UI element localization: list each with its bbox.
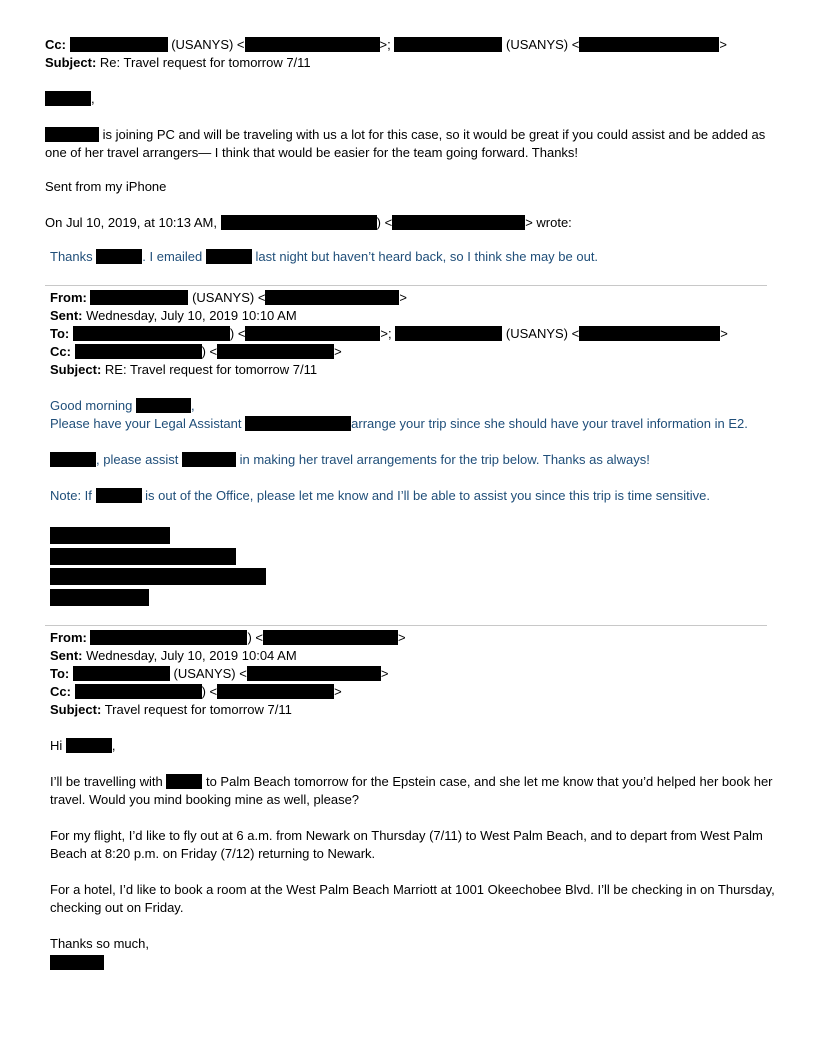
cc-separator: >;	[379, 37, 391, 52]
sent-from-line: Sent from my iPhone	[45, 179, 167, 194]
redaction	[50, 452, 96, 467]
thanks-word: Thanks	[50, 249, 93, 264]
subject-label: Subject:	[45, 55, 97, 70]
redaction	[217, 344, 334, 359]
redaction	[206, 249, 252, 264]
msg3-sent-line	[50, 647, 297, 665]
redaction	[245, 37, 380, 52]
cc-mid: ) <	[201, 344, 218, 359]
to-org: (USANYS) <	[505, 326, 580, 341]
from-end: >	[398, 630, 406, 645]
msg3-subject-line	[50, 701, 292, 719]
subject-text: Re: Travel request for tomorrow 7/11	[99, 55, 311, 70]
cc-label: Cc:	[50, 344, 71, 359]
to-label: To:	[50, 666, 70, 681]
redaction	[392, 215, 525, 230]
msg3-closing: Thanks so much,	[50, 936, 149, 951]
quoted-rest: last night but haven’t heard back, so I think she may be out.	[255, 249, 599, 264]
redaction	[217, 684, 334, 699]
msg3-greeting	[50, 737, 116, 755]
redaction	[245, 326, 380, 341]
redaction	[90, 630, 247, 645]
cc-end: >	[334, 684, 342, 699]
signature-redaction	[50, 955, 104, 970]
sent-label: Sent:	[50, 308, 83, 323]
redaction	[96, 249, 142, 264]
redaction	[75, 684, 202, 699]
subject-label: Subject:	[50, 702, 102, 717]
line2-b: in making her travel arrangements for the trip below. Thanks as always!	[239, 452, 650, 467]
redaction	[247, 666, 381, 681]
msg3-paragraph-1	[50, 773, 775, 809]
redaction	[136, 398, 191, 413]
msg3-paragraph-3: For a hotel, I’d like to book a room at the West Palm Beach Marriott at 1001 Okeechobee Blvd. I’ll be checking in on Thursday, checking out on Friday.	[50, 882, 775, 915]
cc-end: >	[334, 344, 342, 359]
redaction	[182, 452, 236, 467]
line1-end: arrange your trip since she should have your travel information in E2.	[351, 416, 748, 431]
note-b: is out of the Office, please let me know and I’ll be able to assist you since this trip is time sensitive.	[145, 488, 710, 503]
from-label: From:	[50, 290, 87, 305]
from-mid: ) <	[247, 630, 264, 645]
signature-redaction	[50, 589, 149, 606]
redaction	[245, 416, 351, 431]
cc-label: Cc:	[50, 684, 71, 699]
msg3-cc-line	[50, 683, 342, 701]
greeting-text: Good morning	[50, 398, 133, 413]
cc-org: (USANYS) <	[506, 37, 580, 52]
msg3-from-line	[50, 629, 406, 647]
from-label: From:	[50, 630, 87, 645]
hi-comma: ,	[111, 738, 116, 753]
sent-label: Sent:	[50, 648, 83, 663]
redaction	[579, 37, 719, 52]
from-end: >	[399, 290, 408, 305]
cc-mid: ) <	[201, 684, 218, 699]
reply-body-text: is joining PC and will be traveling with us a lot for this case, so it would be great if you could assist and be added as one of her travel arrangers— I think that would be easier for the team going forward. Thanks!	[45, 127, 766, 160]
msg2-line1	[50, 415, 748, 433]
redaction	[395, 326, 502, 341]
greeting-comma: ,	[191, 398, 195, 413]
redaction	[70, 37, 168, 52]
msg2-line2	[50, 451, 650, 469]
sent-date: Wednesday, July 10, 2019 10:10 AM	[86, 308, 297, 323]
subject-text: Travel request for tomorrow 7/11	[104, 702, 292, 717]
redaction	[90, 290, 188, 305]
msg2-sent-line	[50, 307, 297, 325]
redaction	[265, 290, 399, 305]
on-mid: ) <	[376, 215, 393, 230]
from-org: (USANYS) <	[192, 290, 266, 305]
redaction	[166, 774, 202, 789]
greeting-comma: ,	[91, 91, 95, 106]
hi-text: Hi	[50, 738, 63, 753]
line2-a: , please assist	[96, 452, 179, 467]
to-label: To:	[50, 326, 70, 341]
to-end: >	[720, 326, 728, 341]
msg2-cc-line	[50, 343, 342, 361]
msg2-from-line	[50, 289, 407, 307]
redaction	[45, 91, 91, 106]
redaction	[73, 326, 230, 341]
p1-a: I’ll be travelling with	[50, 774, 163, 789]
header-subject-line	[45, 54, 311, 72]
msg3-to-line	[50, 665, 388, 683]
line1-text: Please have your Legal Assistant	[50, 416, 242, 431]
to-org: (USANYS) <	[173, 666, 247, 681]
cc-label: Cc:	[45, 37, 66, 52]
note-a: Note: If	[50, 488, 92, 503]
redaction	[75, 344, 202, 359]
cc-end: >	[719, 37, 727, 52]
redaction	[263, 630, 398, 645]
sent-date: Wednesday, July 10, 2019 10:04 AM	[86, 648, 297, 663]
divider	[45, 285, 767, 286]
p1-b: to Palm Beach tomorrow for the Epstein case, and she let me know that you’d helped her book her travel. Would you mind booking mine as well, please?	[50, 774, 773, 807]
to-end: >	[380, 666, 389, 681]
redaction	[96, 488, 142, 503]
reply-body	[45, 126, 775, 162]
cc-org: (USANYS) <	[171, 37, 245, 52]
redaction	[221, 215, 377, 230]
on-wrote-line	[45, 214, 572, 232]
emailed-text: . I emailed	[142, 249, 203, 264]
on-prefix: On Jul 10, 2019, at 10:13 AM,	[45, 215, 218, 230]
msg2-note	[50, 487, 710, 505]
msg3-paragraph-2: For my flight, I’d like to fly out at 6 a.m. from Newark on Thursday (7/11) to West Palm Beach, and to depart from West Palm Beach at 8:20 p.m. on Friday (7/12) returning to Newark.	[50, 828, 763, 861]
to-separator: >;	[380, 326, 392, 341]
reply-greeting	[45, 90, 95, 108]
redaction	[73, 666, 170, 681]
msg2-greeting	[50, 397, 195, 415]
signature-redaction	[50, 548, 236, 565]
subject-text: RE: Travel request for tomorrow 7/11	[104, 362, 318, 377]
quoted-thanks-line	[50, 248, 598, 266]
subject-label: Subject:	[50, 362, 102, 377]
signature-redaction	[50, 568, 266, 585]
on-suffix: > wrote:	[525, 215, 572, 230]
signature-redaction	[50, 527, 170, 544]
divider	[45, 625, 767, 626]
redaction	[66, 738, 112, 753]
to-mid: ) <	[229, 326, 246, 341]
msg2-subject-line	[50, 361, 317, 379]
msg2-to-line	[50, 325, 728, 343]
header-cc-line	[45, 36, 727, 54]
redaction	[394, 37, 502, 52]
redaction	[45, 127, 99, 142]
redaction	[579, 326, 720, 341]
